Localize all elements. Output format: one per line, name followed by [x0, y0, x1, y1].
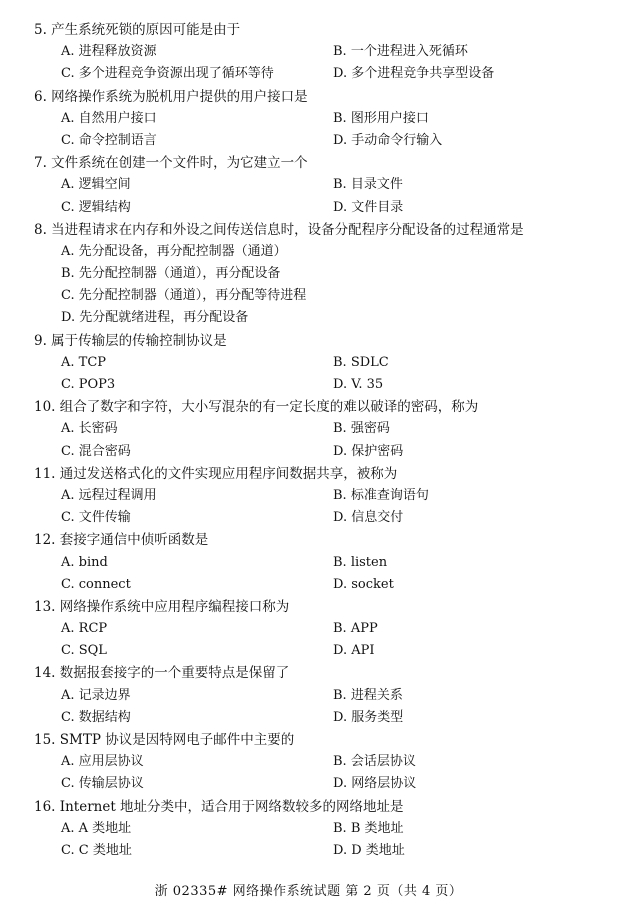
option-row: [0, 840, 617, 862]
question-6: [0, 86, 617, 153]
option-c: C. 数据结构: [61, 709, 131, 725]
option-b: B. 先分配控制器（通道），再分配设备: [61, 266, 281, 282]
question-stem: 16. Internet 地址分类中，适合用于网络数较多的网络地址是: [34, 798, 404, 815]
question-list: [0, 19, 617, 862]
option-b: B. SDLC: [333, 354, 389, 370]
option-row: [0, 818, 617, 840]
question-stem: 10. 组合了数字和字符，大小写混杂的有一定长度的难以破译的密码，称为: [34, 399, 479, 416]
option-c: C. 多个进程竞争资源出现了循环等待: [61, 66, 274, 82]
question-stem: 12. 套接字通信中侦听函数是: [34, 532, 209, 549]
option-b: B. 进程关系: [333, 687, 403, 703]
option-b: B. 图形用户接口: [333, 110, 429, 126]
option-a: A. bind: [61, 554, 108, 570]
question-7: [0, 152, 617, 219]
question-stem: 6. 网络操作系统为脱机用户提供的用户接口是: [34, 88, 308, 105]
question-10: [0, 396, 617, 463]
option-c: C. 传输层协议: [61, 776, 144, 792]
option-a: A. TCP: [61, 354, 107, 370]
option-row: [0, 174, 617, 196]
option-d: D. D 类地址: [333, 842, 405, 858]
question-stem: 11. 通过发送格式化的文件实现应用程序间数据共享，被称为: [34, 465, 398, 482]
option-row: [0, 507, 617, 529]
option-row: [0, 285, 617, 307]
option-d: D. 信息交付: [333, 510, 404, 526]
option-a: A. A 类地址: [61, 820, 132, 836]
option-row: [0, 618, 617, 640]
option-a: A. 远程过程调用: [61, 487, 157, 503]
option-b: B. 标准查询语句: [333, 487, 429, 503]
question-stem: 13. 网络操作系统中应用程序编程接口称为: [34, 598, 290, 615]
option-b: B. listen: [333, 554, 388, 570]
question-8: [0, 219, 617, 330]
question-14: [0, 662, 617, 729]
option-row: [0, 773, 617, 795]
option-a: A. 先分配设备，再分配控制器（通道）: [61, 243, 287, 259]
question-stem: 9. 属于传输层的传输控制协议是: [34, 332, 227, 349]
option-row: [0, 307, 617, 329]
option-d: D. 服务类型: [333, 709, 404, 725]
option-d: D. socket: [333, 576, 394, 592]
option-row: [0, 485, 617, 507]
question-stem: 14. 数据报套接字的一个重要特点是保留了: [34, 665, 290, 682]
option-b: B. APP: [333, 621, 378, 637]
option-row: [0, 640, 617, 662]
option-row: [0, 41, 617, 63]
option-row: [0, 685, 617, 707]
option-c: C. C 类地址: [61, 842, 132, 858]
option-row: [0, 751, 617, 773]
option-row: [0, 574, 617, 596]
option-row: [0, 197, 617, 219]
question-11: [0, 463, 617, 530]
question-stem: 8. 当进程请求在内存和外设之间传送信息时，设备分配程序分配设备的过程通常是: [34, 221, 524, 238]
option-c: C. 先分配控制器（通道），再分配等待进程: [61, 288, 307, 304]
option-d: D. 网络层协议: [333, 776, 417, 792]
question-16: [0, 796, 617, 863]
option-a: A. 记录边界: [61, 687, 131, 703]
option-row: [0, 552, 617, 574]
option-d: D. API: [333, 643, 375, 659]
option-row: [0, 352, 617, 374]
option-row: [0, 63, 617, 85]
option-c: C. 命令控制语言: [61, 132, 157, 148]
option-c: C. 逻辑结构: [61, 199, 131, 215]
option-a: A. 应用层协议: [61, 754, 144, 770]
option-c: C. connect: [61, 576, 131, 592]
option-a: A. 长密码: [61, 421, 118, 437]
question-stem: 15. SMTP 协议是因特网电子邮件中主要的: [34, 732, 295, 748]
option-row: [0, 441, 617, 463]
question-stem: 5. 产生系统死锁的原因可能是由于: [34, 22, 241, 38]
option-row: [0, 707, 617, 729]
option-row: [0, 418, 617, 440]
option-a: A. 自然用户接口: [61, 110, 157, 126]
option-row: [0, 263, 617, 285]
question-stem: 7. 文件系统在创建一个文件时，为它建立一个: [34, 155, 308, 172]
option-b: B. B 类地址: [333, 820, 404, 836]
question-9: [0, 330, 617, 397]
question-15: [0, 729, 617, 796]
option-b: B. 强密码: [333, 421, 390, 437]
option-c: C. POP3: [61, 377, 116, 392]
option-d: D. 保护密码: [333, 443, 404, 459]
option-row: [0, 130, 617, 152]
option-c: C. 文件传输: [61, 510, 131, 526]
option-row: [0, 374, 617, 396]
option-a: A. RCP: [61, 621, 108, 637]
option-a: A. 进程释放资源: [61, 44, 157, 60]
question-13: [0, 596, 617, 663]
question-12: [0, 529, 617, 596]
option-d: D. 手动命令行输入: [333, 132, 443, 148]
option-b: B. 一个进程进入死循环: [333, 44, 468, 60]
question-5: [0, 19, 617, 86]
option-d: D. 多个进程竞争共享型设备: [333, 66, 495, 82]
option-b: B. 目录文件: [333, 177, 403, 193]
option-row: [0, 108, 617, 130]
option-c: C. 混合密码: [61, 443, 131, 459]
option-d: D. 文件目录: [333, 199, 404, 215]
option-a: A. 逻辑空间: [61, 177, 131, 193]
option-b: B. 会话层协议: [333, 754, 416, 770]
option-row: [0, 241, 617, 263]
option-d: D. V. 35: [333, 377, 384, 392]
option-d: D. 先分配就绪进程，再分配设备: [61, 310, 249, 326]
option-c: C. SQL: [61, 643, 107, 659]
page-footer: 浙 02335# 网络操作系统试题 第 2 页（共 4 页）: [154, 884, 463, 899]
